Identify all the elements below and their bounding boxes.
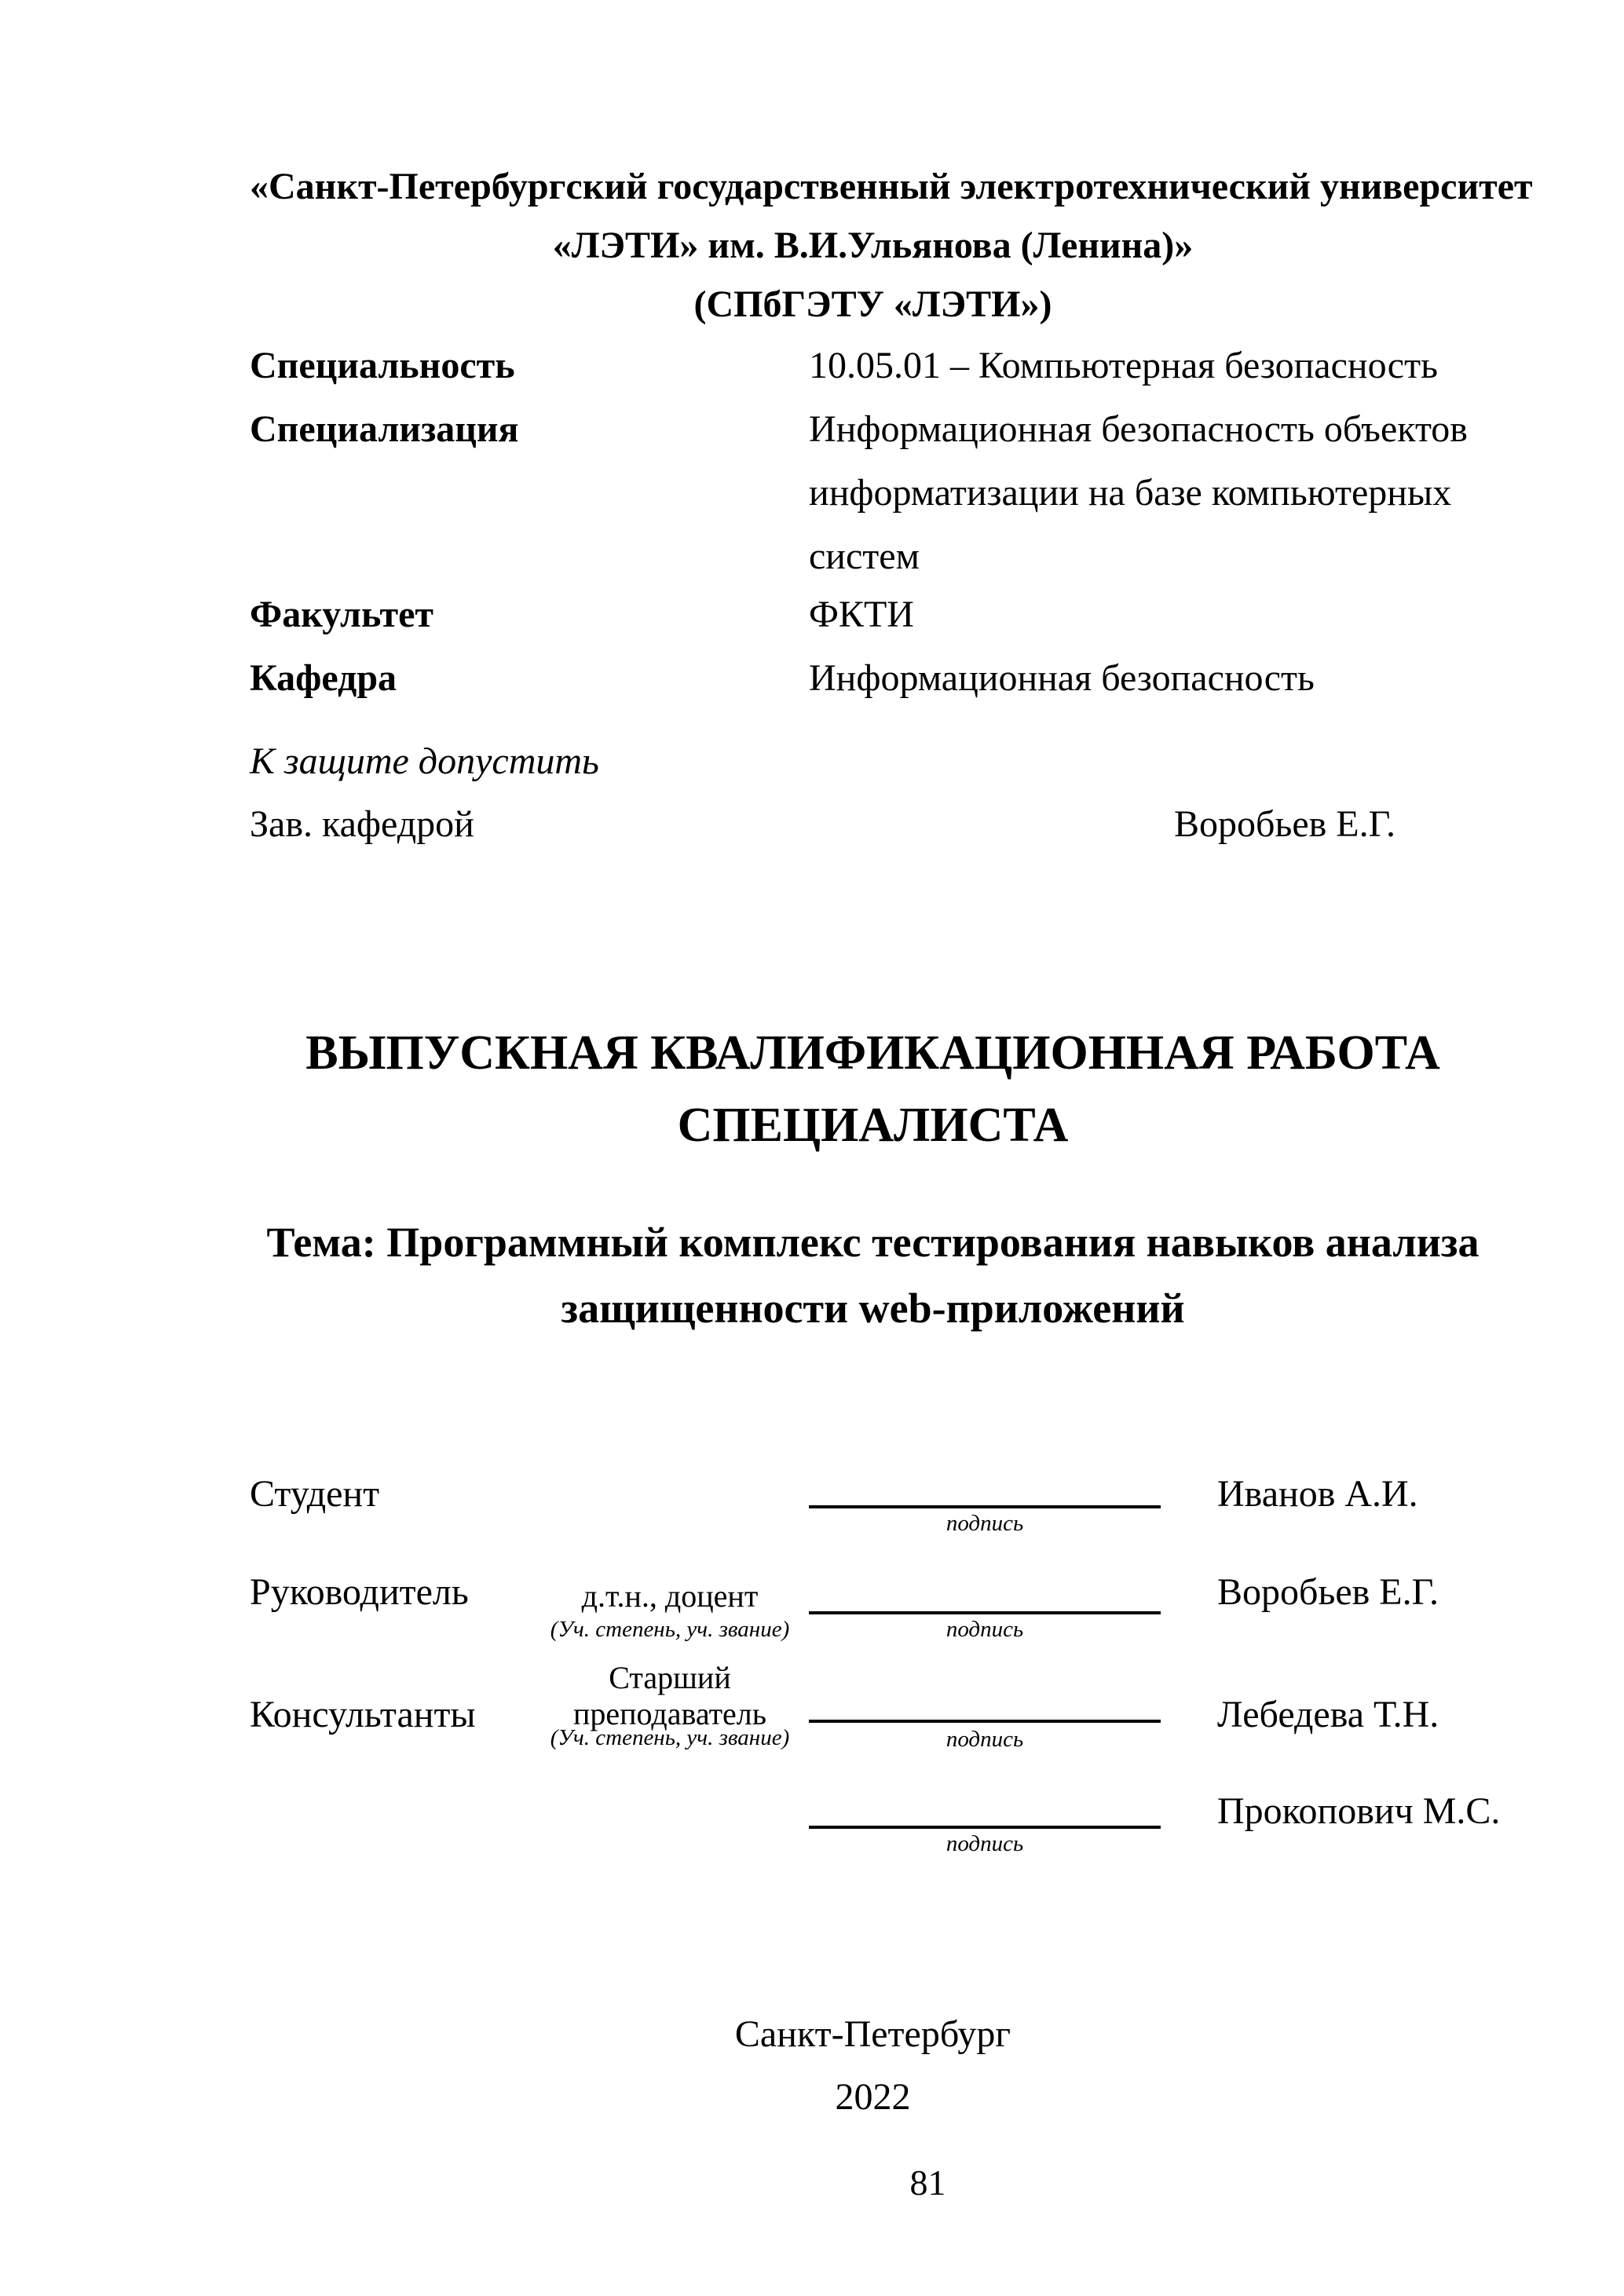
specialization-label: Специализация xyxy=(250,408,519,450)
work-theme-line2: защищенности web-приложений xyxy=(561,1285,1185,1332)
footer-year: 2022 xyxy=(835,2076,911,2118)
meta-row-specialization xyxy=(250,397,1496,588)
university-header xyxy=(250,157,1533,334)
page-number: 81 xyxy=(909,2163,946,2203)
work-title-line2: СПЕЦИАЛИСТА xyxy=(677,1099,1069,1152)
signature-row-consultant-2 xyxy=(250,1779,1501,1873)
supervisor-degree-note: (Уч. степень, уч. звание) xyxy=(550,1617,790,1642)
consultant-degree-note: (Уч. степень, уч. звание) xyxy=(550,1725,790,1750)
footer-city: Санкт-Петербург xyxy=(734,2013,1011,2055)
supervisor-role-label: Руководитель xyxy=(250,1571,469,1613)
consultant2-name: Прокопович М.С. xyxy=(1217,1790,1501,1832)
work-title xyxy=(250,1017,1496,1161)
consultants-role-label: Консультанты xyxy=(250,1694,476,1735)
specialization-value: Информационная безопасность объектов информатизации на базе компьютерных систем xyxy=(809,408,1468,577)
department-head-label: Зав. кафедрой xyxy=(250,803,474,845)
student-role-label: Студент xyxy=(250,1473,380,1515)
supervisor-signature-line xyxy=(809,1570,1161,1614)
student-name: Иванов А.И. xyxy=(1217,1473,1418,1515)
consultant2-signature-line xyxy=(809,1779,1161,1829)
student-signature-caption: подпись xyxy=(946,1511,1024,1536)
department-head-name: Воробьев Е.Г. xyxy=(1174,803,1395,845)
signature-row-consultant-1 xyxy=(250,1649,1496,1759)
consultant1-name: Лебедева Т.Н. xyxy=(1217,1694,1439,1735)
admission-note: К защите допустить xyxy=(250,740,599,782)
meta-row-specialty xyxy=(250,334,1496,397)
consultant1-signature-line xyxy=(809,1649,1161,1723)
faculty-label: Факультет xyxy=(250,594,433,635)
signature-row-supervisor xyxy=(250,1570,1496,1649)
work-theme xyxy=(250,1209,1496,1341)
university-abbreviation: (СПбГЭТУ «ЛЭТИ») xyxy=(693,283,1052,325)
department-label: Кафедра xyxy=(250,657,397,699)
consultant1-signature-caption: подпись xyxy=(946,1727,1024,1752)
admission-row xyxy=(250,801,1496,856)
specialty-label: Специальность xyxy=(250,345,515,386)
university-name-line1: «Санкт-Петербургский государственный электротехнический университет xyxy=(250,166,1533,207)
supervisor-name: Воробьев Е.Г. xyxy=(1217,1571,1439,1613)
work-theme-line1: Тема: Программный комплекс тестирования навыков анализа xyxy=(266,1219,1480,1266)
faculty-value: ФКТИ xyxy=(809,594,914,635)
meta-row-faculty xyxy=(250,583,1496,646)
university-name-line2: «ЛЭТИ» им. В.И.Ульянова (Ленина)» xyxy=(552,225,1194,266)
signature-row-student xyxy=(250,1472,1496,1547)
department-value: Информационная безопасность xyxy=(809,657,1315,699)
specialty-value: 10.05.01 – Компьютерная безопасность xyxy=(809,345,1438,386)
consultant-degree: Старший преподаватель xyxy=(572,1660,767,1731)
meta-row-department xyxy=(250,646,1496,710)
supervisor-degree: д.т.н., доцент xyxy=(581,1578,759,1614)
student-signature-line xyxy=(809,1472,1161,1508)
work-title-line1: ВЫПУСКНАЯ КВАЛИФИКАЦИОННАЯ РАБОТА xyxy=(305,1026,1440,1080)
supervisor-signature-caption: подпись xyxy=(946,1617,1024,1642)
consultant2-signature-caption: подпись xyxy=(946,1831,1024,1856)
